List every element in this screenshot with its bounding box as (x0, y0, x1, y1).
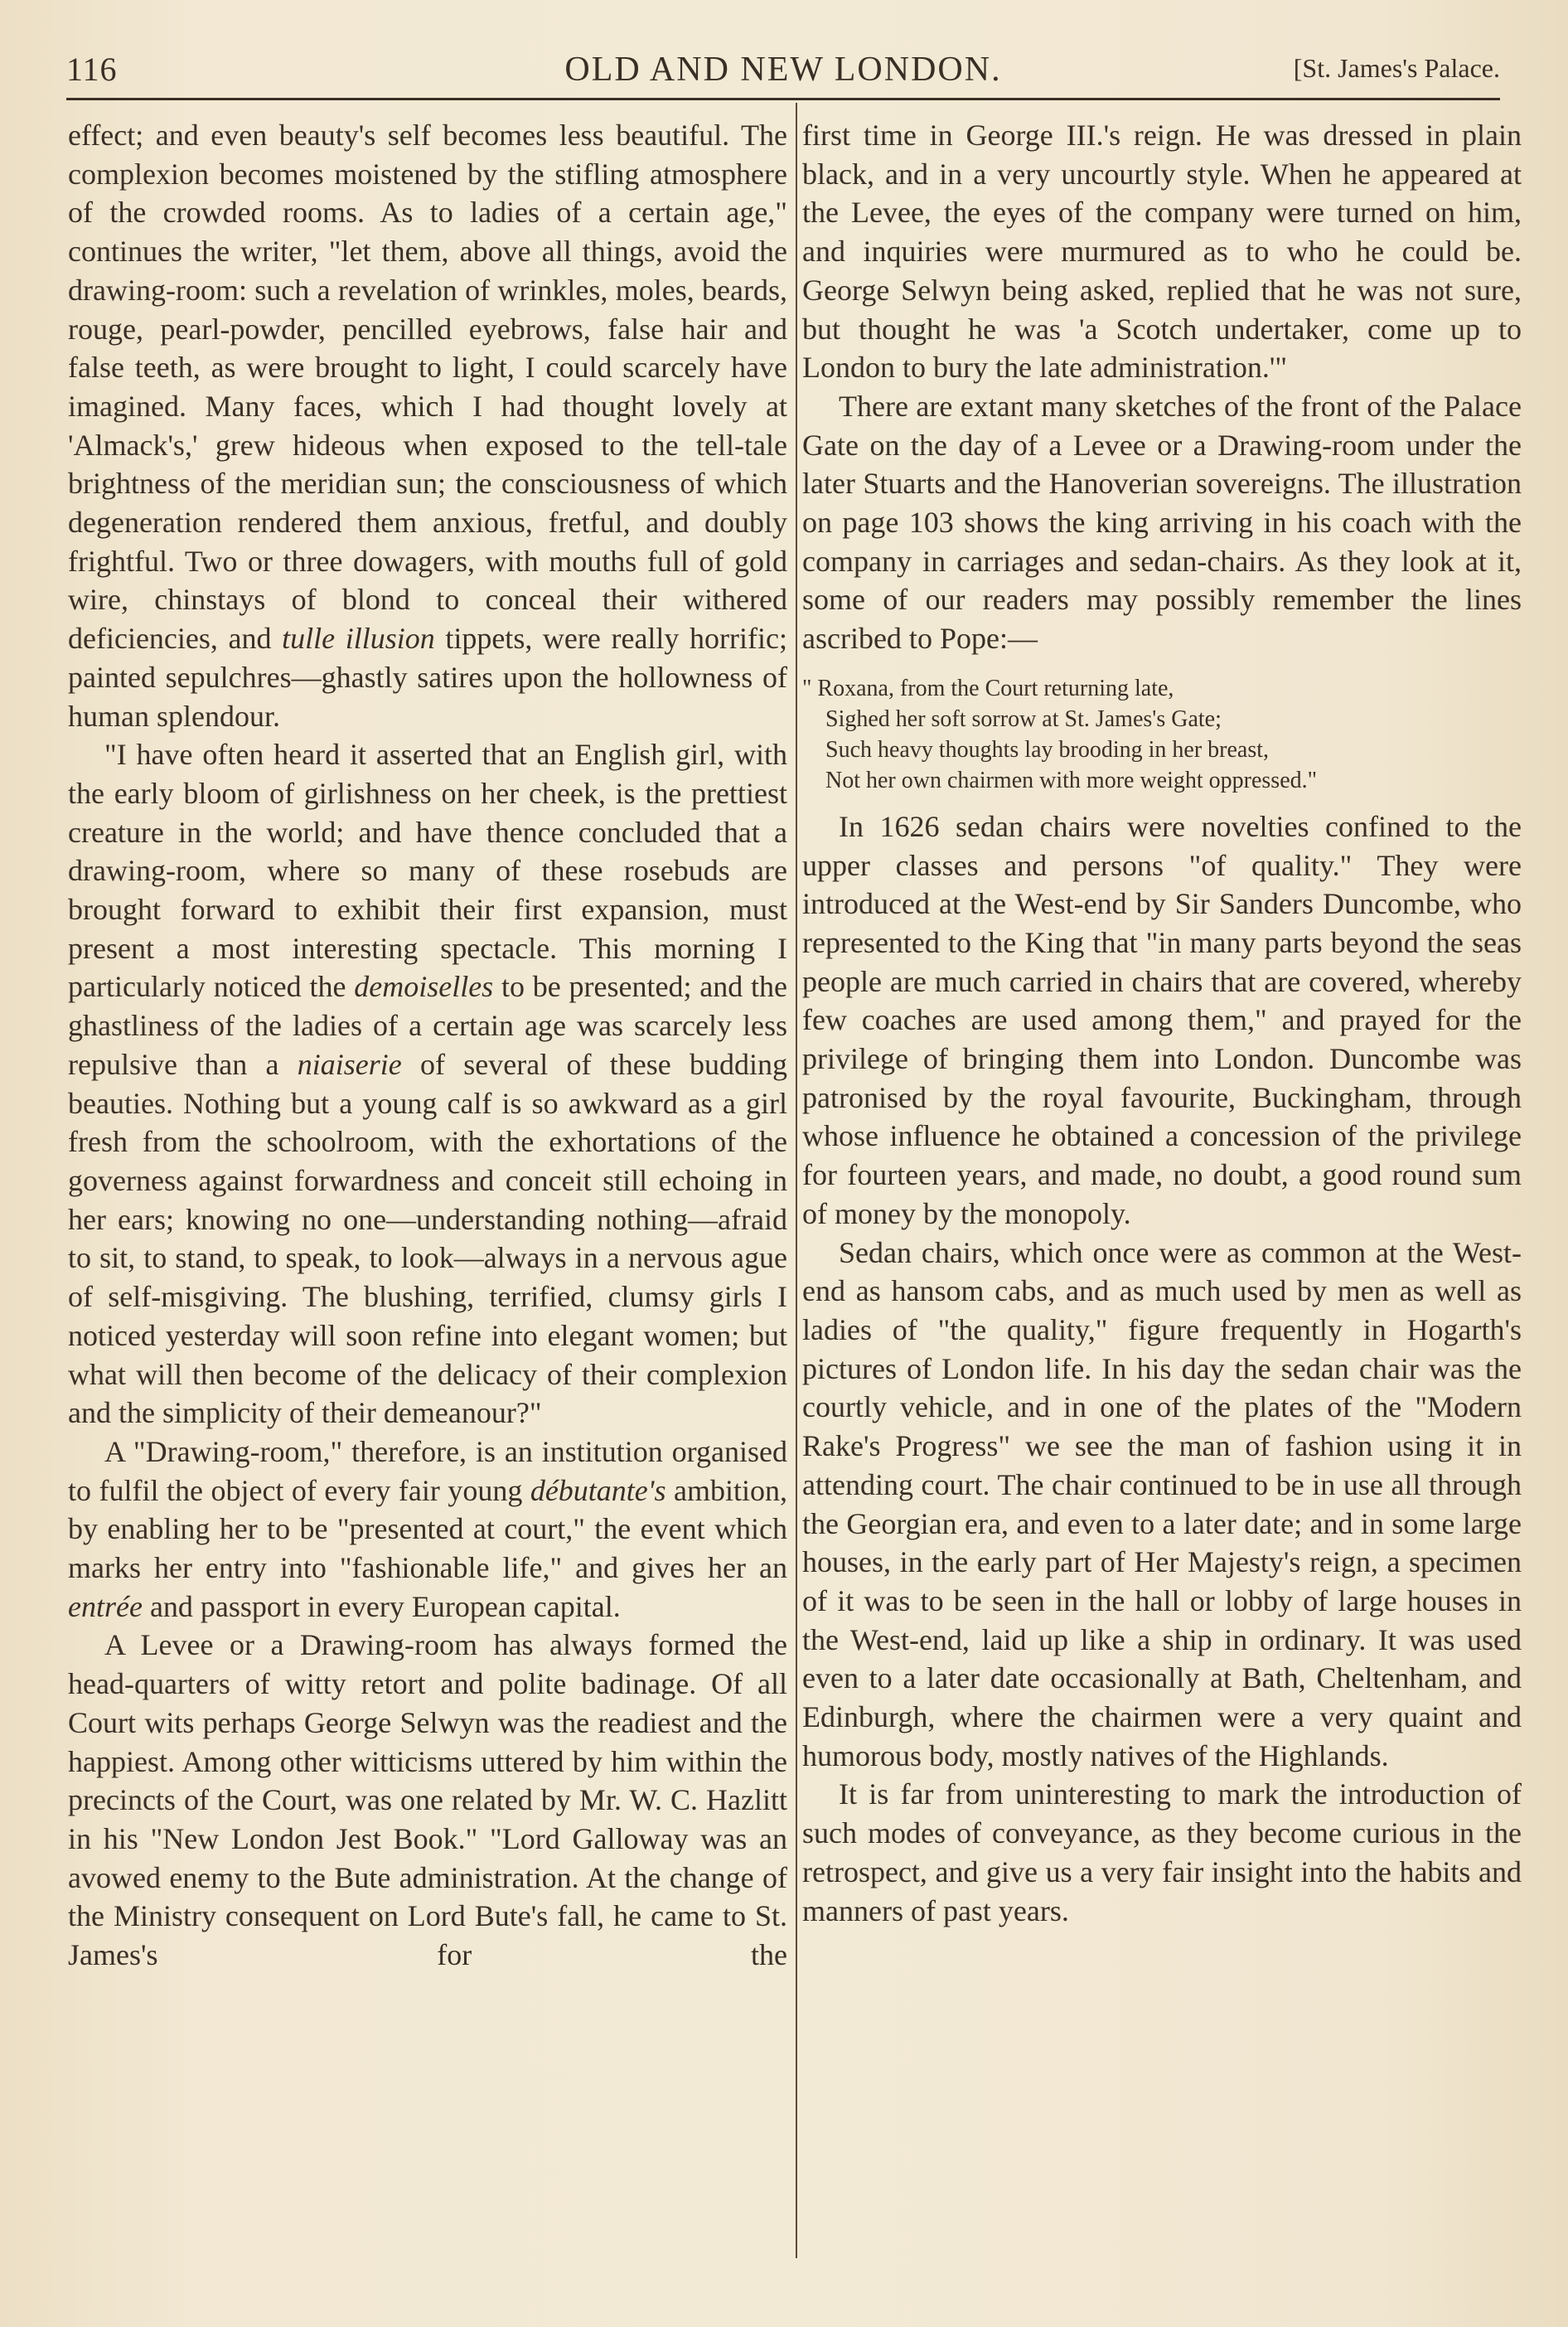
italic-text: niaiserie (297, 1047, 402, 1081)
paragraph: There are extant many sketches of the front of the Palace Gate on the day of a Levee or a Drawing-room under the later Stuarts and the Hanoverian sovereigns. The illustration on page 103 shows the king arriving in his coach with the company in carriages and sedan-chairs. As they look at it, some of our readers may possibly remember the lines ascribed to Pope:— (802, 389, 1522, 656)
verse-line: Sighed her soft sorrow at St. James's Gate; (825, 705, 1222, 732)
paragraph: It is far from uninteresting to mark the introduction of such modes of conveyance, as they become curious in the retrospect, and give us a very fair insight into the habits and manners of past years. (802, 1777, 1522, 1927)
text-run: effect; and even beauty's self becomes less beautiful. The complexion becomes moistened by the stifling atmosphere of the crowded rooms. As to ladies of a certain age," continues the writer, "let them, above all things, avoid the drawing-room: such a revelation of wrinkles, moles, beards, rouge, pearl-powder, pencilled eyebrows, false hair and false teeth, as were brought to light, I could scarcely have imagined. Many faces, which I had thought lovely at 'Almack's,' grew hideous when exposed to the tell-tale brightness of the meridian sun; the consciousness of which degeneration rendered them anxious, fretful, and doubly frightful. Two or three dowagers, with mouths full of gold wire, chinstays of blond to conceal their withered deficiencies, and (68, 119, 787, 656)
text-run: ambition, by enabling her to be "presented at court," the event which marks her entry into "fashionable life," and gives her an (68, 1473, 787, 1585)
italic-text: demoiselles (354, 970, 494, 1004)
page-number: 116 (66, 51, 118, 88)
running-header (66, 43, 1500, 93)
paragraph: Sedan chairs, which once were as common at the West-end as hansom cabs, and as much used by men as well as ladies of "the quality," figure frequently in Hogarth's pictures of London life. In his day the sedan chair was the courtly vehicle, and in one of the plates of the "Modern Rake's Progress" we see the man of fashion using it in attending court. The chair continued to be in use all through the Georgian era, and even to a later date; and in some large houses, in the early part of Her Majesty's reign, a specimen of it was to be seen in the hall or lobby of large houses in the West-end, laid up like a ship in ordinary. It was used even to a later date occasionally at Bath, Cheltenham, and Edinburgh, where the chairmen were a very quaint and humorous body, mostly natives of the Highlands. (802, 1235, 1522, 1772)
verse-quotation (802, 673, 1522, 796)
text-run: of several of these budding beauties. Nothing but a young calf is so awkward as a girl fresh from the schoolroom, with the exhortations of the governess against forwardness and conceit still echoing in her ears; knowing no one—understanding nothing—afraid to sit, to stand, to speak, to look—always in a nervous ague of self-misgiving. The blushing, terrified, clumsy girls I noticed yesterday will soon refine into elegant women; but what will then become of the delicacy of their complexion and the simplicity of their demeanour?" (68, 1047, 787, 1430)
paragraph (68, 1433, 787, 1626)
text-run: to be presented; and the ghastliness of the ladies of a certain age was scarcely less repulsive than a (68, 970, 788, 1081)
verse-line: Not her own chairmen with more weight oppressed." (825, 767, 1318, 793)
right-column (802, 116, 1522, 1930)
text-run: and passport in every European capital. (149, 1589, 621, 1623)
verse-line: Such heavy thoughts lay brooding in her breast, (825, 736, 1270, 763)
verse-line: " Roxana, from the Court returning late, (802, 675, 1174, 701)
text-run: "I have often heard it asserted that an English girl, with the early bloom of girlishness on her cheek, is the prettiest creature in the world; and have thence concluded that a drawing-room, where so many of these rosebuds are brought forward to exhibit their first expansion, must present a most interesting spectacle. This morning I particularly noticed the (68, 738, 787, 1004)
italic-text: débutante's (530, 1473, 666, 1507)
section-title: [St. James's Palace. (1293, 53, 1500, 83)
italic-text: entrée (68, 1589, 143, 1623)
paragraph (68, 735, 787, 1433)
paragraph: A Levee or a Drawing-room has always formed the head-quarters of witty retort and polite badinage. Of all Court wits perhaps George Selwyn was the readiest and the happiest. Among other witticisms uttered by him within the precincts of the Court, was one related by Mr. W. C. Hazlitt in his "New London Jest Book." "Lord Galloway was an avowed enemy to the Bute administration. At the change of the Ministry consequent on Lord Bute's fall, he came to St. James's for the (68, 1628, 787, 1972)
header-rule (66, 98, 1500, 100)
italic-text: tulle illusion (282, 622, 435, 656)
paragraph (68, 116, 787, 735)
left-column (68, 116, 787, 1975)
paragraph: first time in George III.'s reign. He was dressed in plain black, and in a very uncourtly style. When he appeared at the Levee, the eyes of the company were turned on him, and inquiries were murmured as to who he could be. George Selwyn being asked, replied that he was not sure, but thought he was 'a Scotch undertaker, come up to London to bury the late administration.'" (802, 119, 1522, 385)
text-run: A "Drawing-room," therefore, is an institution organised to fulfil the object of every fair young (68, 1434, 787, 1507)
column-divider (796, 103, 797, 2258)
paragraph: In 1626 sedan chairs were novelties confined to the upper classes and persons "of quality." They were introduced at the West-end by Sir Sanders Duncombe, who represented to the King that "in many parts beyond the seas people are much carried in chairs that are covered, whereby few coaches are used among them," and prayed for the privilege of bringing them into London. Duncombe was patronised by the royal favourite, Buckingham, through whose influence he obtained a concession of the privilege for fourteen years, and made, no doubt, a good round sum of money by the monopoly. (802, 809, 1522, 1230)
text-run: tippets, were really horrific; painted sepulchres—ghastly satires upon the hollowness of human splendour. (68, 622, 787, 733)
running-title: OLD AND NEW LONDON. (564, 51, 1002, 89)
